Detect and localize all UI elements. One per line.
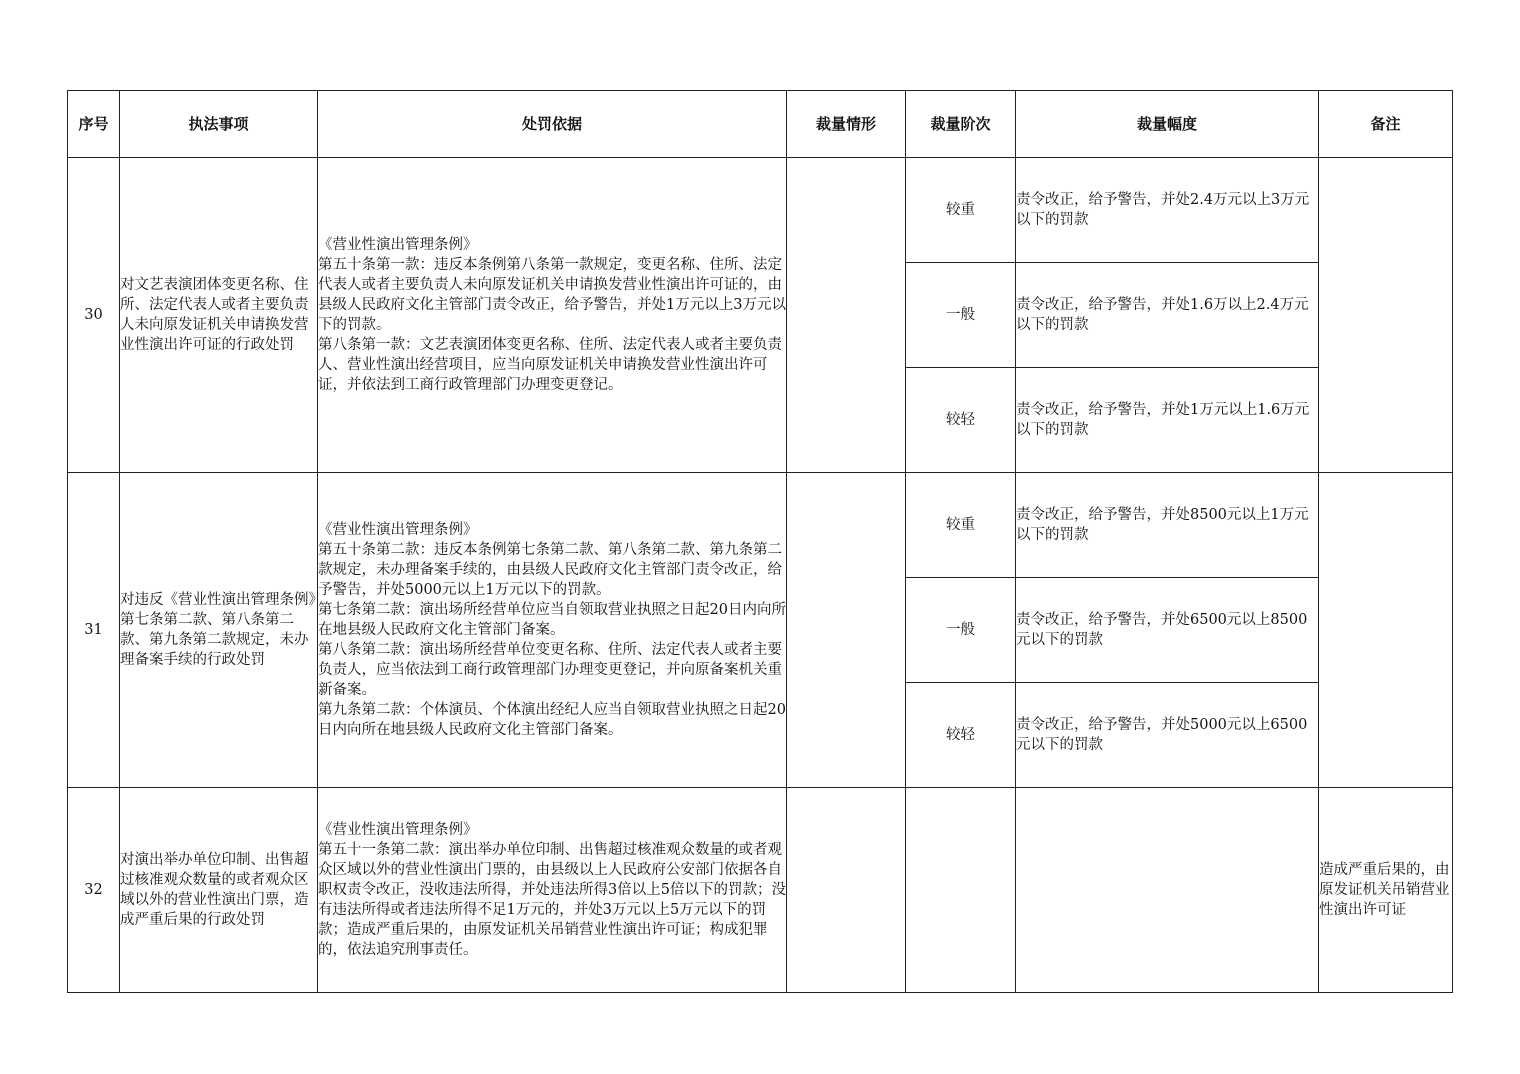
header-seq: 序号: [68, 91, 120, 158]
header-basis: 处罚依据: [318, 91, 787, 158]
table-row: [68, 473, 1453, 578]
row-level: 较重: [906, 158, 1016, 263]
row-level: 较重: [906, 473, 1016, 578]
header-row: [68, 91, 1453, 158]
row-item: 对文艺表演团体变更名称、住所、法定代表人或者主要负责人未向原发证机关申请换发营业性演出许可证的行政处罚: [120, 158, 318, 473]
header-range: 裁量幅度: [1016, 91, 1319, 158]
row-range: 责令改正，给予警告，并处2.4万元以上3万元以下的罚款: [1016, 158, 1319, 263]
row-range: 责令改正，给予警告，并处1万元以上1.6万元以下的罚款: [1016, 368, 1319, 473]
header-level: 裁量阶次: [906, 91, 1016, 158]
row-level: 一般: [906, 263, 1016, 368]
discretion-table: [67, 90, 1453, 993]
row-note: [1319, 158, 1453, 473]
header-item: 执法事项: [120, 91, 318, 158]
table-row: [68, 788, 1453, 993]
row-note: [1319, 473, 1453, 788]
row-level: 较轻: [906, 368, 1016, 473]
header-situation: 裁量情形: [787, 91, 906, 158]
row-situation: [787, 158, 906, 473]
row-level: [906, 788, 1016, 993]
row-range: 责令改正，给予警告，并处1.6万以上2.4万元以下的罚款: [1016, 263, 1319, 368]
row-level: 较轻: [906, 683, 1016, 788]
row-range: 责令改正，给予警告，并处6500元以上8500元以下的罚款: [1016, 578, 1319, 683]
row-range: [1016, 788, 1319, 993]
row-item: 对演出举办单位印制、出售超过核准观众数量的或者观众区域以外的营业性演出门票，造成严重后果的行政处罚: [120, 788, 318, 993]
row-basis: 《营业性演出管理条例》 第五十一条第二款：演出举办单位印制、出售超过核准观众数量的或者观众区域以外的营业性演出门票的，由县级以上人民政府公安部门依据各自职权责令改正，没收违法所得，并处违法所得3倍以上5倍以下的罚款；没有违法所得或者违法所得不足1万元的，并处3万元以上5万元以下的罚款；造成严重后果的，由原发证机关吊销营业性演出许可证；构成犯罪的，依法追究刑事责任。: [318, 788, 787, 993]
row-basis: 《营业性演出管理条例》 第五十条第一款：违反本条例第八条第一款规定，变更名称、住所、法定代表人或者主要负责人未向原发证机关申请换发营业性演出许可证的，由县级人民政府文化主管部门责令改正，给予警告，并处1万元以上3万元以下的罚款。 第八条第一款：文艺表演团体变更名称、住所、法定代表人或者主要负责人、营业性演出经营项目，应当向原发证机关申请换发营业性演出许可证，并依法到工商行政管理部门办理变更登记。: [318, 158, 787, 473]
row-note: 造成严重后果的，由原发证机关吊销营业性演出许可证: [1319, 788, 1453, 993]
row-seq: 31: [68, 473, 120, 788]
row-item: 对违反《营业性演出管理条例》第七条第二款、第八条第二款、第九条第二款规定，未办理备案手续的行政处罚: [120, 473, 318, 788]
row-range: 责令改正，给予警告，并处5000元以上6500元以下的罚款: [1016, 683, 1319, 788]
row-seq: 32: [68, 788, 120, 993]
row-basis: 《营业性演出管理条例》 第五十条第二款：违反本条例第七条第二款、第八条第二款、第九条第二款规定，未办理备案手续的，由县级人民政府文化主管部门责令改正，给予警告，并处5000元以上1万元以下的罚款。 第七条第二款：演出场所经营单位应当自领取营业执照之日起20日内向所在地县级人民政府文化主管部门备案。 第八条第二款：演出场所经营单位变更名称、住所、法定代表人或者主要负责人，应当依法到工商行政管理部门办理变更登记，并向原备案机关重新备案。 第九条第二款：个体演员、个体演出经纪人应当自领取营业执照之日起20日内向所在地县级人民政府文化主管部门备案。: [318, 473, 787, 788]
row-situation: [787, 788, 906, 993]
row-seq: 30: [68, 158, 120, 473]
header-note: 备注: [1319, 91, 1453, 158]
row-situation: [787, 473, 906, 788]
row-range: 责令改正，给予警告，并处8500元以上1万元以下的罚款: [1016, 473, 1319, 578]
table-row: [68, 158, 1453, 263]
row-level: 一般: [906, 578, 1016, 683]
